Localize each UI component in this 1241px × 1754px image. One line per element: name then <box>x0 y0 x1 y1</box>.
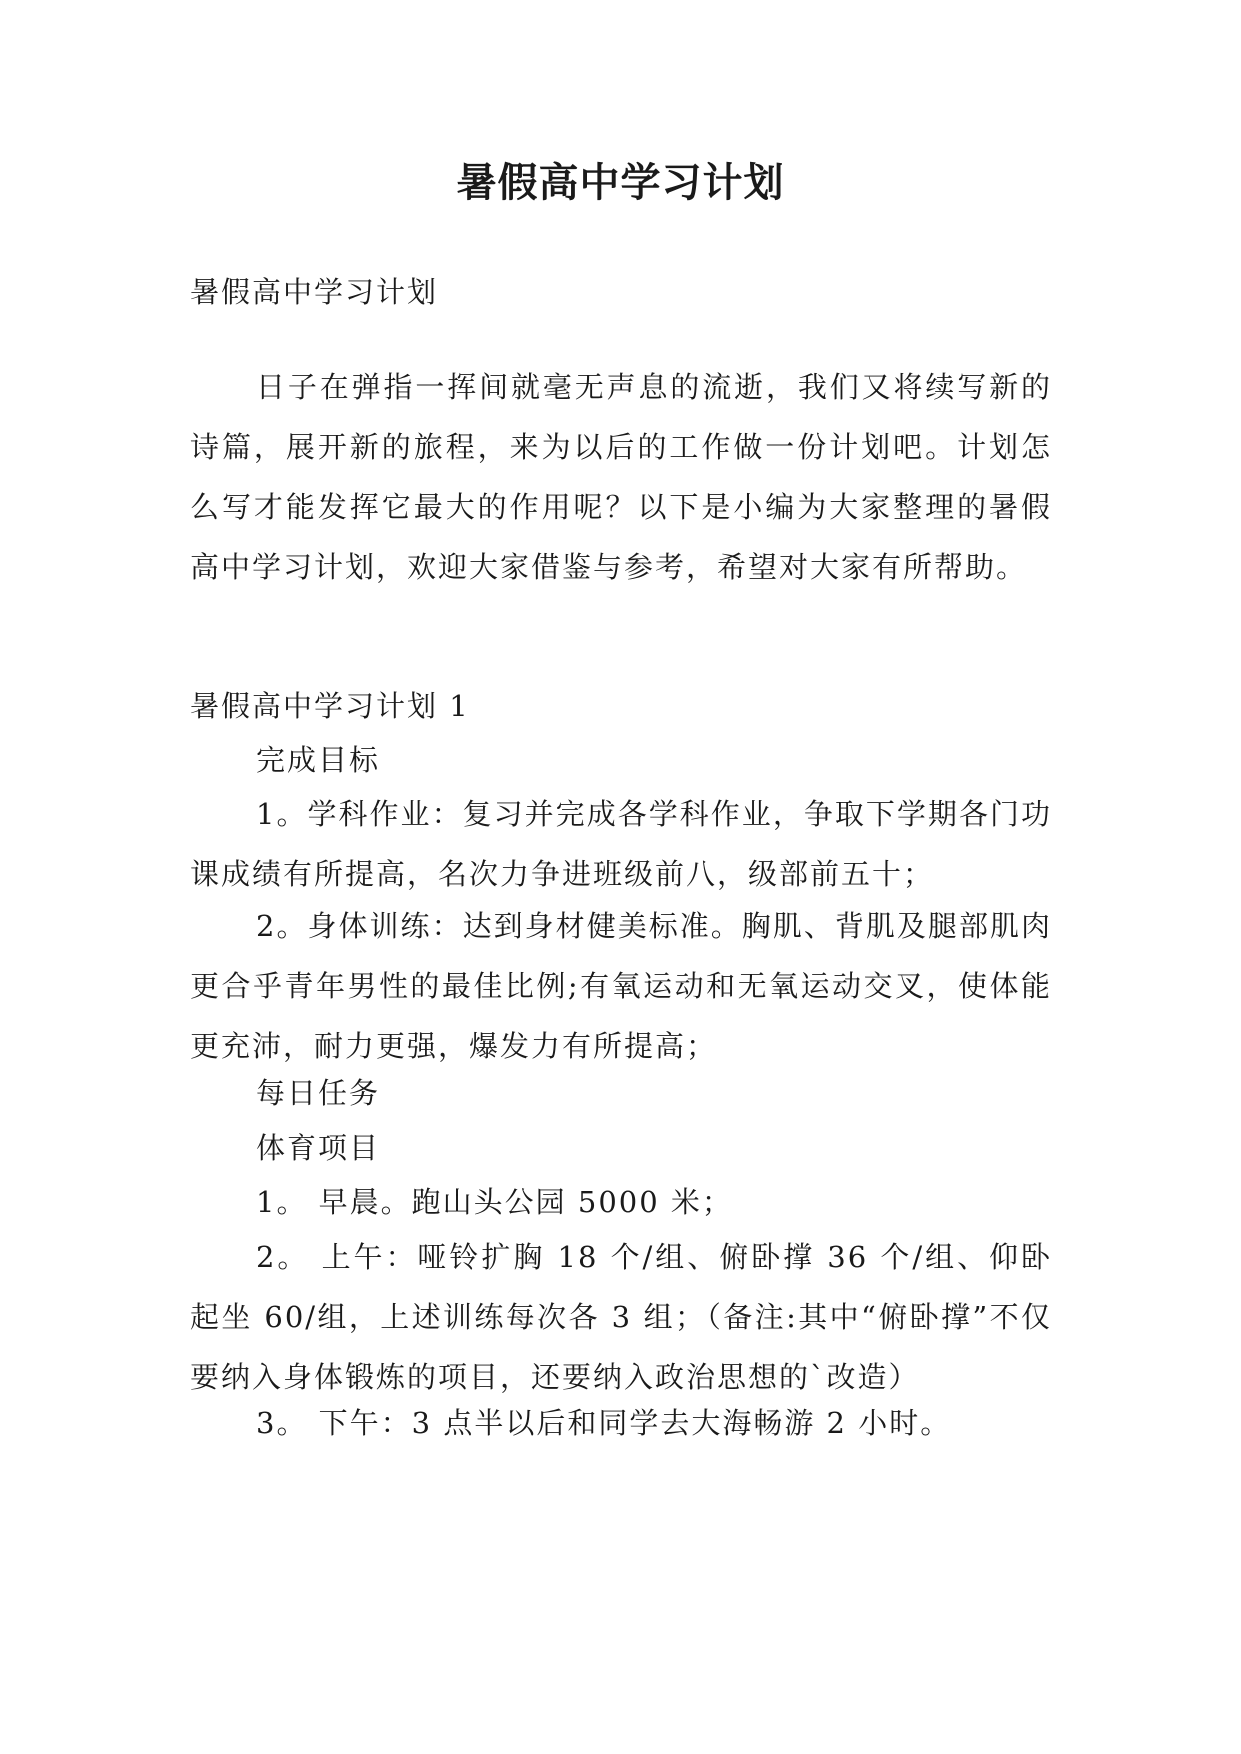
goal-item-1: 1。学科作业：复习并完成各学科作业，争取下学期各门功课成绩有所提高，名次力争进班级前八，级部前五十； <box>190 797 1052 891</box>
task-item-3: 3。 下午：3 点半以后和同学去大海畅游 2 小时。 <box>256 1406 952 1440</box>
task-item-2: 2。 上午：哑铃扩胸 18 个/组、俯卧撑 36 个/组、仰卧起坐 60/组，上述训练每次各 3 组；（备注:其中“俯卧撑”不仅要纳入身体锻炼的项目，还要纳入政治思想的`改造） <box>190 1240 1052 1394</box>
sports-heading: 体育项目 <box>256 1131 381 1165</box>
document-title: 暑假高中学习计划 <box>456 159 785 206</box>
section-heading: 暑假高中学习计划 1 <box>190 689 470 723</box>
task-item-1: 1。 早晨。跑山头公园 5000 米； <box>256 1185 733 1219</box>
goals-heading: 完成目标 <box>256 743 381 777</box>
goal-item-2: 2。身体训练：达到身材健美标准。胸肌、背肌及腿部肌肉更合乎青年男性的最佳比例;有氧运动和无氧运动交叉，使体能更充沛，耐力更强，爆发力有所提高； <box>190 909 1052 1063</box>
daily-tasks-heading: 每日任务 <box>256 1076 381 1110</box>
document-subtitle: 暑假高中学习计划 <box>190 275 439 309</box>
intro-paragraph: 日子在弹指一挥间就毫无声息的流逝，我们又将续写新的诗篇，展开新的旅程，来为以后的工作做一份计划吧。计划怎么写才能发挥它最大的作用呢？以下是小编为大家整理的暑假高中学习计划，欢迎大家借鉴与参考，希望对大家有所帮助。 <box>190 370 1052 584</box>
